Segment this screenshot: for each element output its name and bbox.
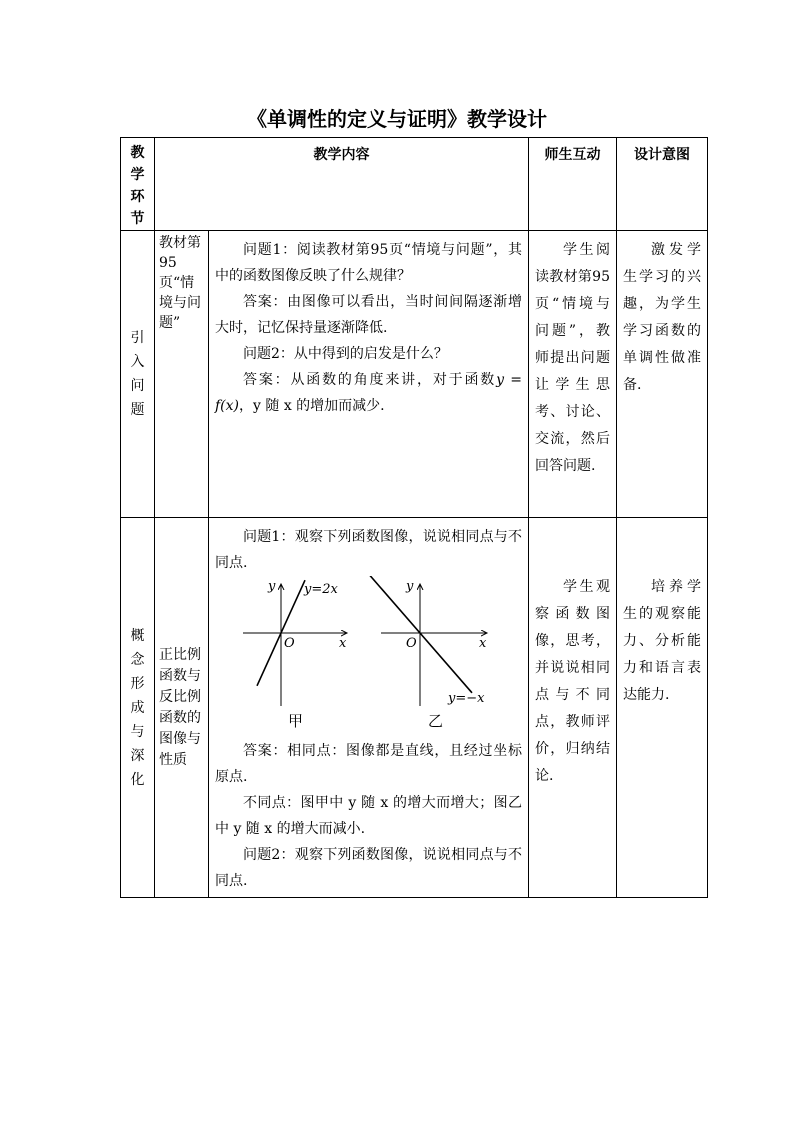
question-1: 问题1：阅读教材第95页“情境与问题”，其中的函数图像反映了什么规律？: [215, 242, 522, 284]
graph-a-y-label: y: [268, 579, 276, 594]
stage-cell-1: [121, 231, 155, 518]
graph-b-caption: 乙: [428, 712, 444, 730]
row-introduction: [121, 231, 708, 518]
header-interaction: 师生互动: [529, 138, 617, 231]
intent-cell-1: [617, 231, 708, 518]
interaction-cell-1: [529, 231, 617, 518]
intent-text-1: 激发学生学习的兴趣，为学生学习函数的单调性做准备.: [623, 242, 701, 393]
graph-b-func-label: y=−x: [448, 691, 485, 706]
stage-cell-2: [121, 518, 155, 898]
interaction-text-2: 学生观察函数图像，思考，并说说相同点与不同点，教师评价，归纳结论.: [535, 579, 610, 784]
answer-2-formula: y = f(x): [215, 372, 523, 414]
header-content: 教学内容: [155, 138, 529, 231]
difference-text: 不同点：图甲中 y 随 x 的增大而增大；图乙中 y 随 x 的增大而减小.: [215, 795, 522, 837]
interaction-cell-2: [529, 518, 617, 898]
sub-topic-1-text: 教材第95页“情境与问题”: [159, 235, 201, 331]
question-3: 问题1：观察下列函数图像，说说相同点与不同点.: [215, 529, 522, 571]
answer-2: [215, 367, 522, 419]
answer-2-post: ，y 随 x 的增加而减少.: [239, 398, 385, 414]
question-4: 问题2：观察下列函数图像，说说相同点与不同点.: [215, 847, 522, 889]
graph-a-caption: 甲: [288, 712, 304, 730]
graph-b: [368, 576, 487, 730]
stage-label-2: 概念形成与深化: [130, 627, 145, 788]
page-title: 《单调性的定义与证明》教学设计: [247, 107, 547, 131]
answer-3: 答案：相同点：图像都是直线，且经过坐标原点.: [215, 743, 522, 785]
graph-a-origin: O: [284, 636, 295, 651]
header-row: [121, 138, 708, 231]
content-cell-2: [209, 518, 529, 898]
graph-b-origin: O: [406, 636, 417, 651]
content-cell-1: [209, 231, 529, 518]
sub-topic-1: [155, 231, 209, 518]
graphs-area: [215, 576, 522, 738]
function-graphs: [215, 576, 523, 738]
question-2: 问题2：从中得到的启发是什么？: [243, 346, 448, 362]
graph-a: [243, 579, 347, 730]
sub-topic-2-text: 正比例函数与反比例函数的图像与性质: [159, 646, 201, 768]
header-stage: [121, 138, 155, 231]
sub-topic-2: [155, 518, 209, 898]
lesson-plan-table: [120, 137, 708, 898]
intent-cell-2: [617, 518, 708, 898]
header-intent: 设计意图: [617, 138, 708, 231]
graph-a-x-label: x: [339, 636, 347, 651]
answer-2-pre: 答案：从函数的角度来讲，对于函数: [243, 372, 497, 388]
graph-b-y-label: y: [406, 579, 414, 594]
row-concept: [121, 518, 708, 898]
graph-a-func-label: y=2x: [304, 582, 338, 597]
intent-text-2: 培养学生的观察能力、分析能力和语言表达能力.: [623, 579, 701, 703]
stage-label-1: 引入问题: [130, 330, 145, 418]
interaction-text-1: 学生阅读教材第95页“情境与问题”，教师提出问题让学生思考、讨论、交流，然后回答问题.: [535, 242, 610, 474]
header-stage-text: 教学环节: [130, 145, 145, 227]
graph-b-x-label: x: [479, 636, 487, 651]
answer-1: 答案：由图像可以看出，当时间间隔逐渐增大时，记忆保持量逐渐降低.: [215, 294, 522, 336]
